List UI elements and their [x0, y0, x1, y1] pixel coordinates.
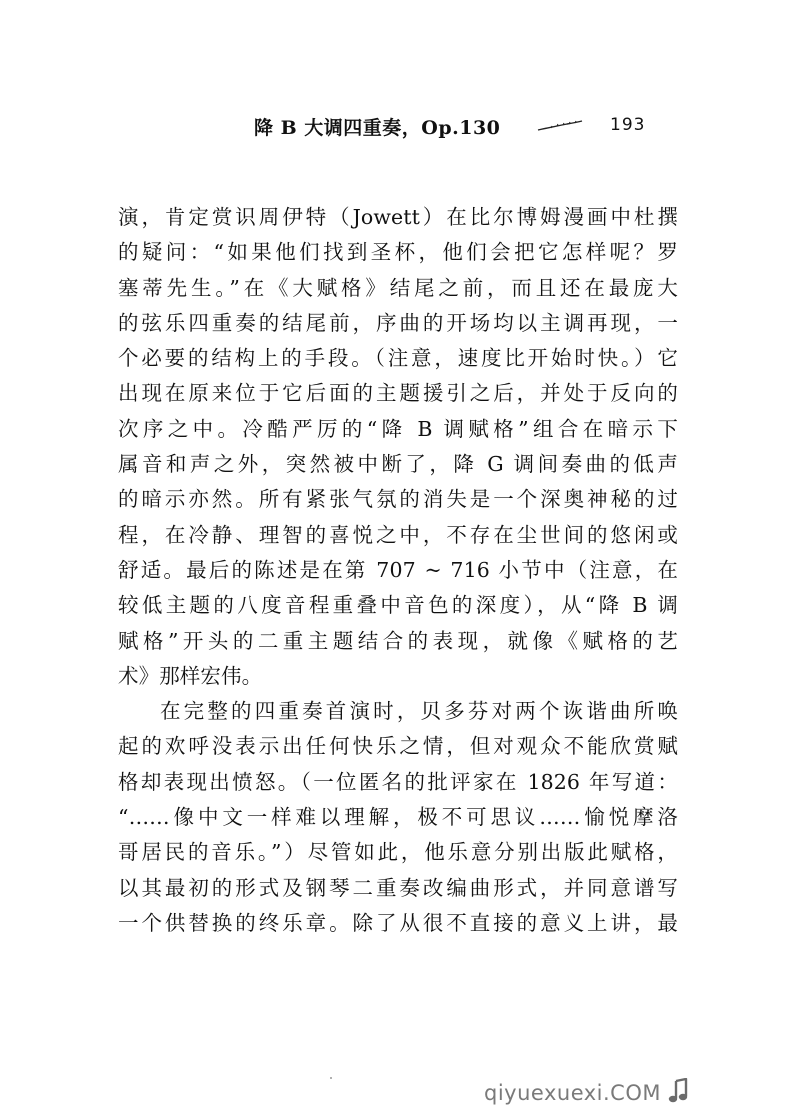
page-number: 193	[610, 115, 646, 135]
text-line: 个必要的结构上的手段。（注意，速度比开始时快。）它	[118, 346, 678, 371]
text-line: 舒适。最后的陈述是在第 707 ~ 716 小节中（注意，在	[118, 557, 678, 582]
music-note-icon	[667, 1078, 689, 1108]
text-line: 的疑问：“如果他们找到圣杯，他们会把它怎样呢？罗	[118, 240, 678, 265]
watermark	[484, 1078, 689, 1108]
text-line: 的弦乐四重奏的结尾前，序曲的开场均以主调再现，一	[118, 310, 678, 335]
paragraph	[118, 694, 678, 941]
text-line: 塞蒂先生。”在《大赋格》结尾之前，而且还在最庞大	[118, 275, 678, 300]
text-line: 格却表现出愤怒。（一位匿名的批评家在 1826 年写道：	[118, 769, 678, 794]
text-line: 哥居民的音乐。”）尽管如此，他乐意分别出版此赋格，	[118, 840, 678, 865]
text-line: 的暗示亦然。所有紧张气氛的消失是一个深奥神秘的过	[118, 487, 678, 512]
text-line: 次序之中。冷酷严厉的“降 B 调赋格”组合在暗示下	[118, 416, 678, 441]
text-line: 一个供替换的终乐章。除了从很不直接的意义上讲，最	[118, 910, 678, 935]
text-line: 以其最初的形式及钢琴二重奏改编曲形式，并同意谱写	[118, 875, 678, 900]
body-text	[118, 200, 678, 941]
text-line: 起的欢呼没表示出任何快乐之情，但对观众不能欣赏赋	[118, 734, 678, 759]
text-line: 程，在冷静、理智的喜悦之中，不存在尘世间的悠闲或	[118, 522, 678, 547]
text-line: 赋格”开头的二重主题结合的表现，就像《赋格的艺	[118, 628, 678, 653]
paragraph	[118, 200, 678, 694]
text-line: 演，肯定赏识周伊特（Jowett）在比尔博姆漫画中杜撰	[118, 205, 678, 229]
running-head	[0, 113, 794, 145]
text-line: 出现在原来位于它后面的主题援引之后，并处于反向的	[118, 381, 678, 406]
text-line: “……像中文一样难以理解，极不可思议……愉悦摩洛	[118, 805, 678, 830]
ornament-icon	[537, 117, 583, 136]
text-line: 较低主题的八度音程重叠中音色的深度），从“降 B 调	[118, 593, 678, 618]
watermark-text: qiyuexuexi.COM	[484, 1081, 661, 1105]
text-line: 在完整的四重奏首演时，贝多芬对两个诙谐曲所唤	[160, 699, 678, 724]
scan-speck	[330, 1077, 332, 1079]
text-line: 术》那样宏伟。	[118, 663, 263, 688]
text-line: 属音和声之外，突然被中断了，降 G 调间奏曲的低声	[118, 452, 678, 477]
running-head-title: 降 B 大调四重奏，Op.130	[254, 117, 501, 139]
